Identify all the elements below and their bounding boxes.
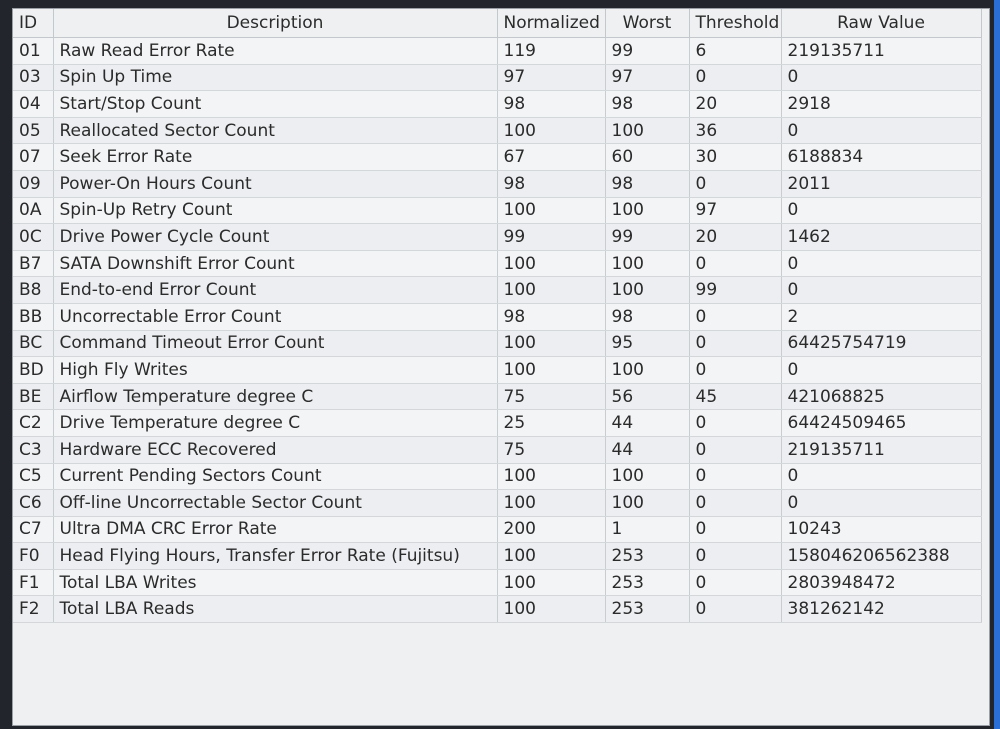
cell-id: C7 — [13, 516, 53, 543]
cell-description: Hardware ECC Recovered — [53, 436, 497, 463]
cell-threshold: 30 — [689, 144, 781, 171]
cell-normalized: 75 — [497, 436, 605, 463]
cell-normalized: 100 — [497, 596, 605, 623]
cell-id: B7 — [13, 250, 53, 277]
cell-worst: 99 — [605, 224, 689, 251]
table-row[interactable] — [13, 144, 981, 171]
cell-description: Raw Read Error Rate — [53, 38, 497, 65]
table-row[interactable] — [13, 91, 981, 118]
cell-worst: 253 — [605, 596, 689, 623]
cell-normalized: 200 — [497, 516, 605, 543]
cell-description: SATA Downshift Error Count — [53, 250, 497, 277]
column-header-id[interactable]: ID — [13, 9, 53, 38]
cell-id: C6 — [13, 490, 53, 517]
cell-raw: 0 — [781, 250, 981, 277]
cell-threshold: 0 — [689, 463, 781, 490]
cell-threshold: 97 — [689, 197, 781, 224]
cell-description: Total LBA Writes — [53, 569, 497, 596]
table-row[interactable] — [13, 117, 981, 144]
cell-raw: 421068825 — [781, 383, 981, 410]
table-row[interactable] — [13, 197, 981, 224]
cell-normalized: 100 — [497, 569, 605, 596]
cell-description: Head Flying Hours, Transfer Error Rate (Fujitsu) — [53, 543, 497, 570]
cell-normalized: 98 — [497, 91, 605, 118]
cell-normalized: 100 — [497, 357, 605, 384]
cell-id: 0C — [13, 224, 53, 251]
cell-normalized: 100 — [497, 330, 605, 357]
cell-id: 07 — [13, 144, 53, 171]
column-header-threshold[interactable]: Threshold — [689, 9, 781, 38]
cell-id: 01 — [13, 38, 53, 65]
cell-worst: 99 — [605, 38, 689, 65]
cell-worst: 60 — [605, 144, 689, 171]
cell-normalized: 100 — [497, 197, 605, 224]
table-header-row — [13, 9, 981, 38]
cell-raw: 2918 — [781, 91, 981, 118]
table-row[interactable] — [13, 543, 981, 570]
cell-id: F0 — [13, 543, 53, 570]
table-row[interactable] — [13, 596, 981, 623]
cell-description: Spin Up Time — [53, 64, 497, 91]
cell-threshold: 0 — [689, 596, 781, 623]
cell-threshold: 0 — [689, 490, 781, 517]
cell-raw: 219135711 — [781, 436, 981, 463]
cell-raw: 2011 — [781, 170, 981, 197]
cell-worst: 253 — [605, 569, 689, 596]
cell-worst: 56 — [605, 383, 689, 410]
cell-threshold: 0 — [689, 303, 781, 330]
cell-worst: 100 — [605, 277, 689, 304]
column-header-raw-value[interactable]: Raw Value — [781, 9, 981, 38]
cell-raw: 0 — [781, 463, 981, 490]
table-row[interactable] — [13, 250, 981, 277]
cell-raw: 6188834 — [781, 144, 981, 171]
cell-normalized: 25 — [497, 410, 605, 437]
cell-raw: 10243 — [781, 516, 981, 543]
table-row[interactable] — [13, 170, 981, 197]
cell-description: Drive Temperature degree C — [53, 410, 497, 437]
cell-worst: 98 — [605, 91, 689, 118]
cell-threshold: 20 — [689, 224, 781, 251]
cell-id: C5 — [13, 463, 53, 490]
cell-id: 0A — [13, 197, 53, 224]
cell-id: BE — [13, 383, 53, 410]
cell-worst: 95 — [605, 330, 689, 357]
cell-worst: 44 — [605, 410, 689, 437]
cell-threshold: 0 — [689, 516, 781, 543]
cell-description: Start/Stop Count — [53, 91, 497, 118]
window-edge-accent — [994, 0, 1000, 729]
cell-raw: 219135711 — [781, 38, 981, 65]
cell-description: Command Timeout Error Count — [53, 330, 497, 357]
cell-description: Current Pending Sectors Count — [53, 463, 497, 490]
cell-threshold: 0 — [689, 543, 781, 570]
cell-threshold: 0 — [689, 330, 781, 357]
smart-attributes-table — [13, 9, 982, 623]
cell-raw: 1462 — [781, 224, 981, 251]
cell-threshold: 0 — [689, 410, 781, 437]
cell-id: F1 — [13, 569, 53, 596]
cell-description: Seek Error Rate — [53, 144, 497, 171]
cell-normalized: 100 — [497, 117, 605, 144]
table-row[interactable] — [13, 357, 981, 384]
cell-raw: 381262142 — [781, 596, 981, 623]
table-row[interactable] — [13, 436, 981, 463]
column-header-worst[interactable]: Worst — [605, 9, 689, 38]
cell-description: Spin-Up Retry Count — [53, 197, 497, 224]
table-row[interactable] — [13, 383, 981, 410]
cell-raw: 158046206562388 — [781, 543, 981, 570]
cell-description: Reallocated Sector Count — [53, 117, 497, 144]
cell-worst: 100 — [605, 250, 689, 277]
cell-worst: 100 — [605, 357, 689, 384]
cell-threshold: 45 — [689, 383, 781, 410]
cell-description: Total LBA Reads — [53, 596, 497, 623]
cell-id: F2 — [13, 596, 53, 623]
cell-normalized: 97 — [497, 64, 605, 91]
cell-normalized: 98 — [497, 303, 605, 330]
cell-id: BB — [13, 303, 53, 330]
cell-normalized: 100 — [497, 490, 605, 517]
cell-raw: 64425754719 — [781, 330, 981, 357]
table-row[interactable] — [13, 64, 981, 91]
cell-description: Drive Power Cycle Count — [53, 224, 497, 251]
cell-worst: 44 — [605, 436, 689, 463]
table-row[interactable] — [13, 38, 981, 65]
cell-raw: 0 — [781, 357, 981, 384]
column-header-description[interactable]: Description — [53, 9, 497, 38]
cell-raw: 0 — [781, 197, 981, 224]
cell-raw: 2 — [781, 303, 981, 330]
table-row[interactable] — [13, 516, 981, 543]
cell-worst: 98 — [605, 303, 689, 330]
cell-threshold: 0 — [689, 250, 781, 277]
table-empty-area — [13, 631, 989, 725]
cell-id: 05 — [13, 117, 53, 144]
cell-threshold: 36 — [689, 117, 781, 144]
cell-worst: 100 — [605, 490, 689, 517]
cell-normalized: 100 — [497, 277, 605, 304]
table-row[interactable] — [13, 463, 981, 490]
cell-threshold: 20 — [689, 91, 781, 118]
cell-raw: 0 — [781, 277, 981, 304]
cell-threshold: 0 — [689, 436, 781, 463]
cell-normalized: 100 — [497, 250, 605, 277]
cell-raw: 0 — [781, 117, 981, 144]
cell-description: High Fly Writes — [53, 357, 497, 384]
column-header-normalized[interactable]: Normalized — [497, 9, 605, 38]
cell-description: Off-line Uncorrectable Sector Count — [53, 490, 497, 517]
cell-normalized: 99 — [497, 224, 605, 251]
table-row[interactable] — [13, 330, 981, 357]
cell-normalized: 67 — [497, 144, 605, 171]
cell-raw: 0 — [781, 490, 981, 517]
cell-worst: 98 — [605, 170, 689, 197]
cell-description: Ultra DMA CRC Error Rate — [53, 516, 497, 543]
cell-id: BD — [13, 357, 53, 384]
cell-normalized: 100 — [497, 463, 605, 490]
table-row[interactable] — [13, 490, 981, 517]
cell-description: End-to-end Error Count — [53, 277, 497, 304]
cell-id: C3 — [13, 436, 53, 463]
table-row[interactable] — [13, 569, 981, 596]
cell-description: Uncorrectable Error Count — [53, 303, 497, 330]
cell-threshold: 0 — [689, 170, 781, 197]
cell-id: 09 — [13, 170, 53, 197]
table-row[interactable] — [13, 224, 981, 251]
cell-normalized: 100 — [497, 543, 605, 570]
cell-threshold: 0 — [689, 357, 781, 384]
cell-worst: 1 — [605, 516, 689, 543]
table-row[interactable] — [13, 303, 981, 330]
cell-normalized: 119 — [497, 38, 605, 65]
smart-attributes-panel — [12, 8, 990, 726]
cell-description: Airflow Temperature degree C — [53, 383, 497, 410]
cell-raw: 64424509465 — [781, 410, 981, 437]
table-row[interactable] — [13, 277, 981, 304]
table-row[interactable] — [13, 410, 981, 437]
cell-worst: 97 — [605, 64, 689, 91]
cell-threshold: 6 — [689, 38, 781, 65]
cell-worst: 100 — [605, 197, 689, 224]
cell-worst: 253 — [605, 543, 689, 570]
table-body — [13, 38, 981, 623]
cell-worst: 100 — [605, 117, 689, 144]
cell-description: Power-On Hours Count — [53, 170, 497, 197]
cell-id: 03 — [13, 64, 53, 91]
cell-id: BC — [13, 330, 53, 357]
cell-normalized: 75 — [497, 383, 605, 410]
cell-threshold: 0 — [689, 569, 781, 596]
cell-threshold: 99 — [689, 277, 781, 304]
cell-id: B8 — [13, 277, 53, 304]
cell-raw: 0 — [781, 64, 981, 91]
cell-threshold: 0 — [689, 64, 781, 91]
cell-id: C2 — [13, 410, 53, 437]
cell-id: 04 — [13, 91, 53, 118]
cell-normalized: 98 — [497, 170, 605, 197]
cell-worst: 100 — [605, 463, 689, 490]
cell-raw: 2803948472 — [781, 569, 981, 596]
